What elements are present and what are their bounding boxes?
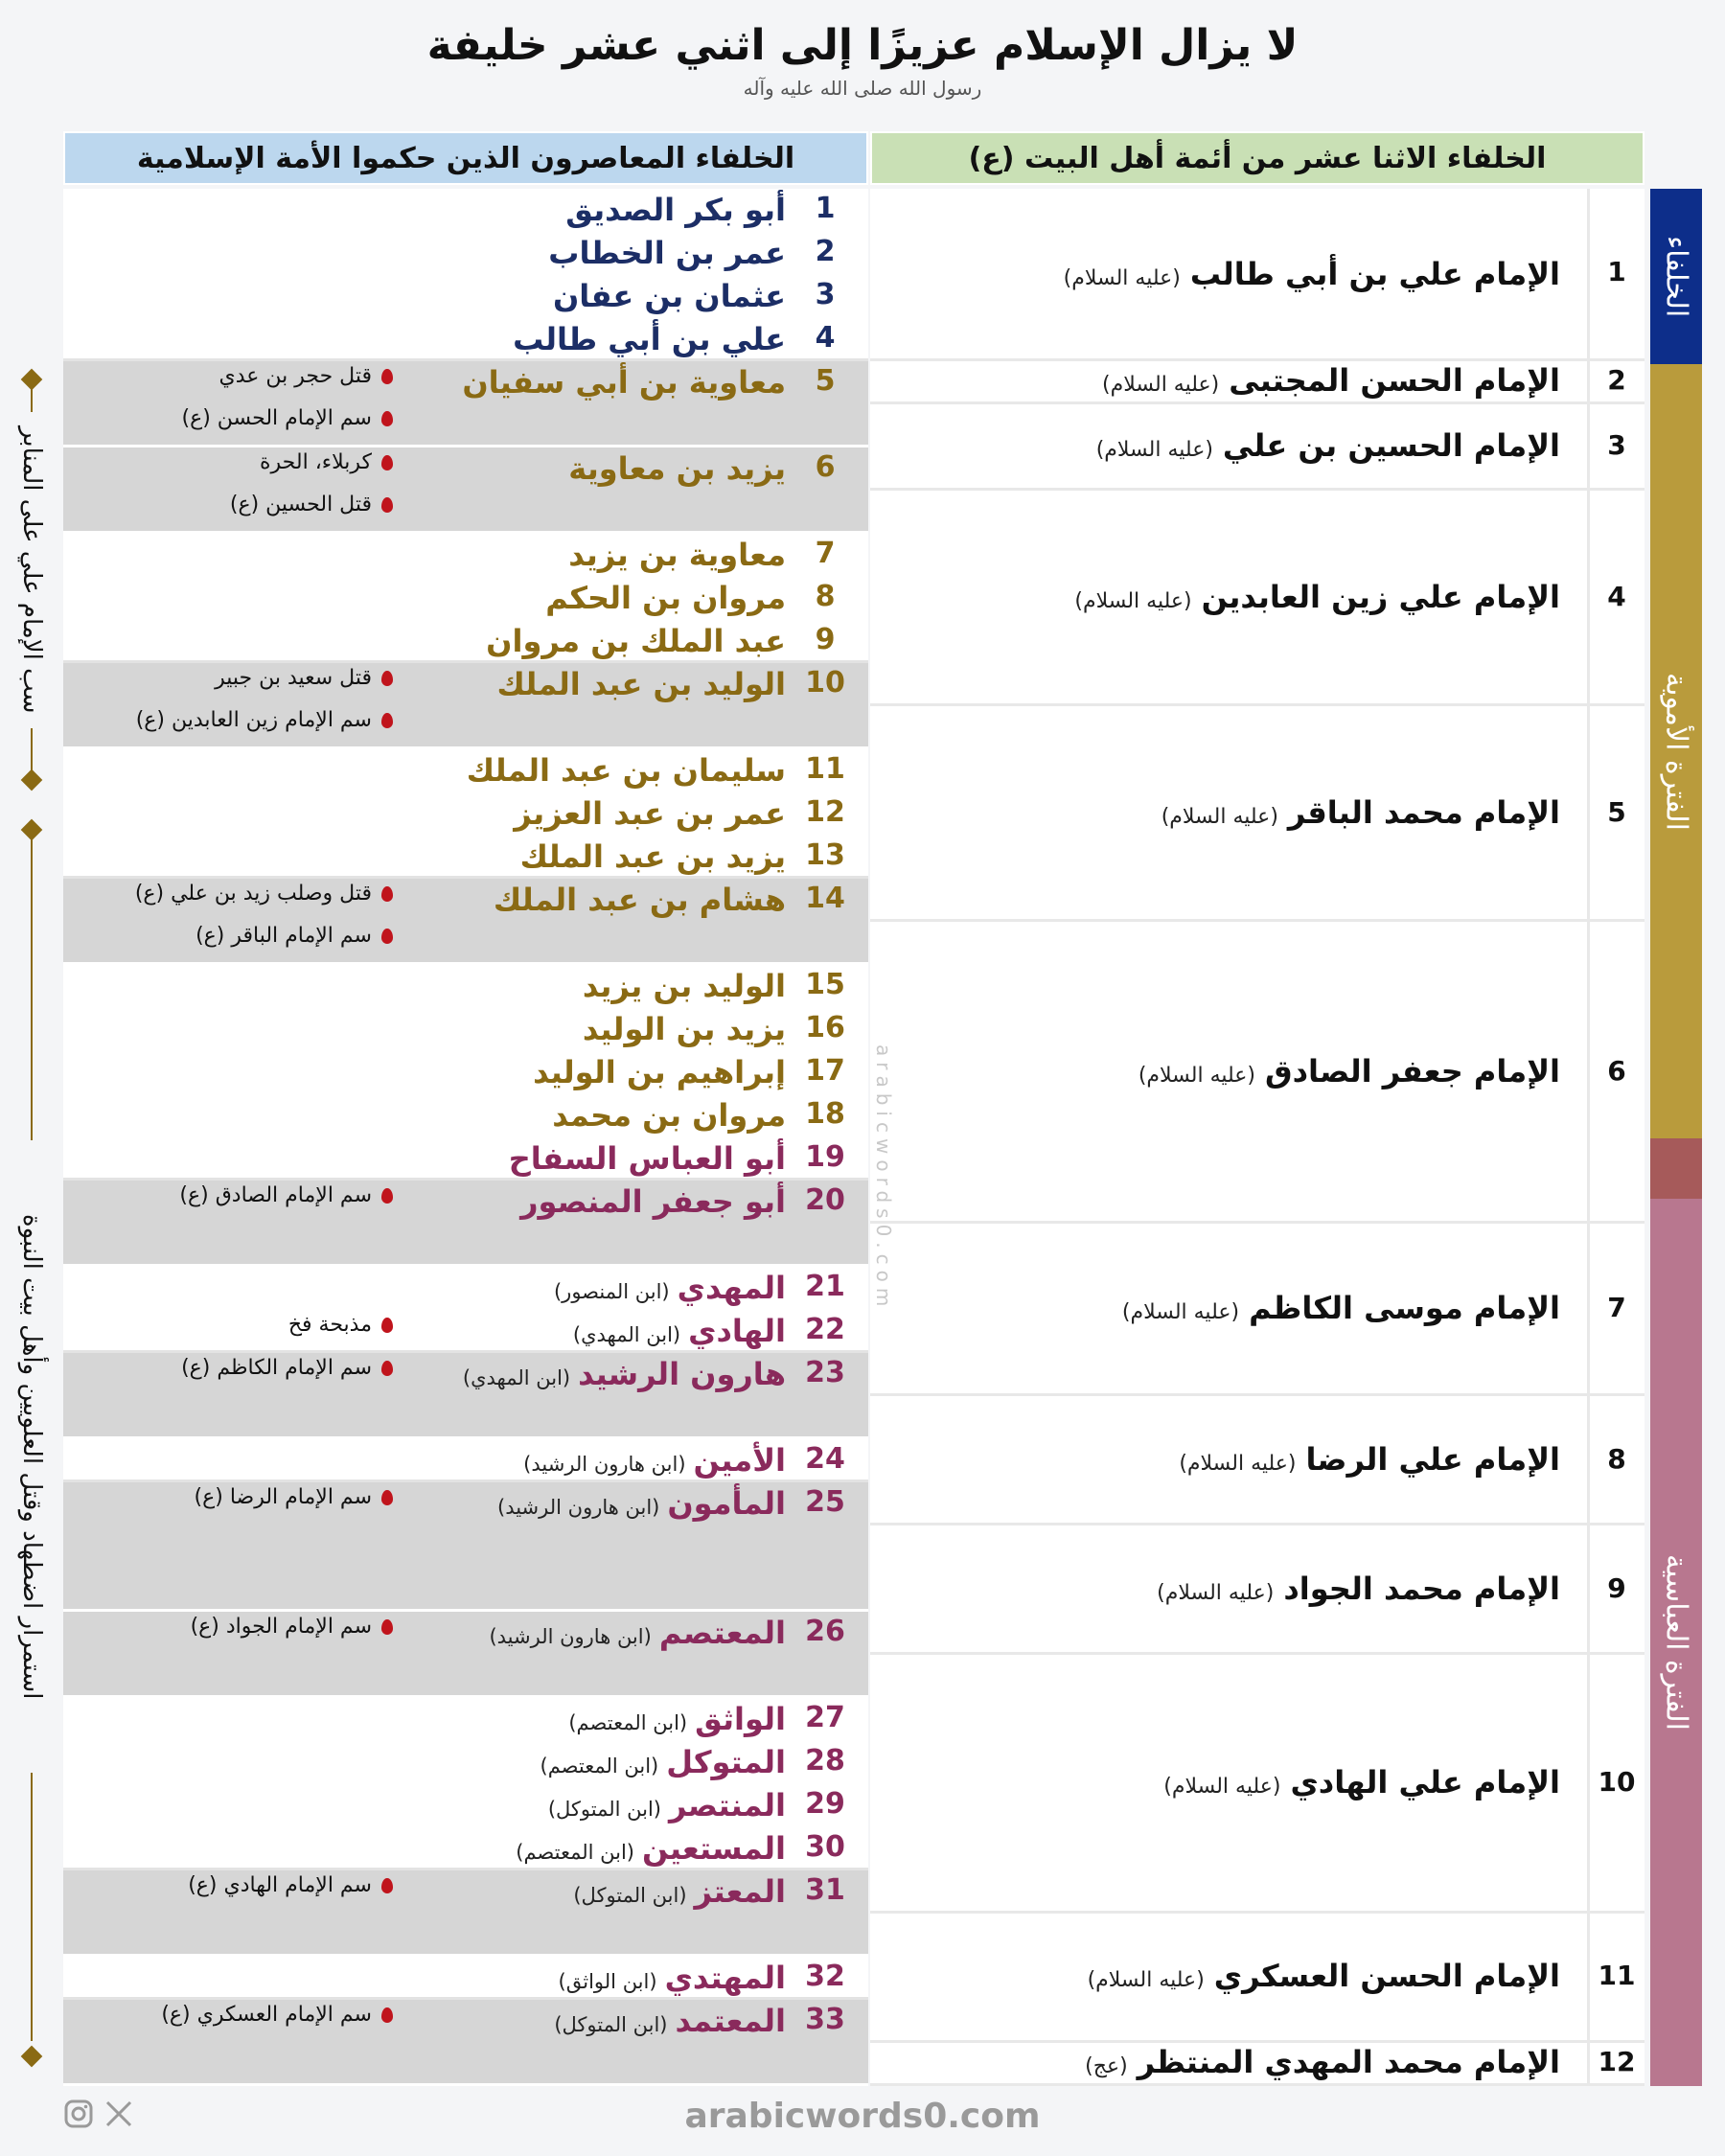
blood-drop-icon bbox=[381, 1361, 393, 1376]
imam-number-separator bbox=[1587, 189, 1590, 2086]
caliph-number: 10 bbox=[805, 666, 845, 700]
caliph-number: 24 bbox=[805, 1442, 845, 1476]
caliph-entry: المنتصر(ابن المتوكل) bbox=[547, 1787, 786, 1823]
blood-drop-icon bbox=[381, 1619, 393, 1635]
right-column-header: الخلفاء الاثنا عشر من أئمة أهل البيت (ع) bbox=[870, 131, 1644, 185]
period-label-abbasid: الفترة العباسية bbox=[1659, 1554, 1693, 1731]
imam-entry: الإمام الحسين بن علي(عليه السلام) bbox=[1095, 427, 1560, 464]
event-note: سم الإمام الكاظم (ع) bbox=[69, 1356, 393, 1390]
caliph-number: 14 bbox=[805, 882, 845, 915]
imam-number: 6 bbox=[1607, 1055, 1626, 1087]
caliph-number: 19 bbox=[805, 1140, 845, 1174]
imam-entry: الإمام علي الهادي(عليه السلام) bbox=[1163, 1764, 1560, 1800]
caliph-entry: هارون الرشيد(ابن المهدي) bbox=[462, 1356, 786, 1392]
caliph-number: 13 bbox=[805, 838, 845, 872]
caliph-entry: الوليد بن يزيد bbox=[582, 968, 786, 1004]
imam-entry: الإمام الحسن العسكري(عليه السلام) bbox=[1087, 1958, 1560, 1994]
blood-drop-icon bbox=[381, 1490, 393, 1505]
caliph-number: 27 bbox=[805, 1701, 845, 1734]
timeline-line bbox=[31, 837, 33, 1140]
event-note: قتل سعيد بن جبير bbox=[69, 666, 393, 700]
caliph-number: 7 bbox=[815, 537, 836, 570]
caliph-entry: معاوية بن أبي سفيان bbox=[462, 364, 786, 401]
caliph-entry: سليمان بن عبد الملك bbox=[466, 752, 786, 789]
event-note: سم الإمام الباقر (ع) bbox=[69, 924, 393, 958]
blood-drop-icon bbox=[381, 1878, 393, 1893]
caliph-number: 5 bbox=[815, 364, 836, 398]
caliph-number: 4 bbox=[815, 321, 836, 355]
imam-number: 2 bbox=[1607, 364, 1626, 396]
caliph-entry: معاوية بن يزيد bbox=[568, 537, 786, 573]
event-note: سم الإمام العسكري (ع) bbox=[69, 2003, 393, 2037]
caliph-entry: المستعين(ابن المعتصم) bbox=[516, 1830, 786, 1867]
caliph-entry: الهادي(ابن المهدي) bbox=[572, 1313, 786, 1349]
timeline-marker-diamond bbox=[21, 769, 43, 791]
caliph-number: 31 bbox=[805, 1873, 845, 1907]
caliph-number: 2 bbox=[815, 235, 836, 268]
blood-drop-icon bbox=[381, 455, 393, 470]
event-note: سم الإمام الهادي (ع) bbox=[69, 1873, 393, 1908]
blood-drop-icon bbox=[381, 671, 393, 686]
imam-number: 11 bbox=[1598, 1960, 1636, 1991]
imam-entry: الإمام موسى الكاظم(عليه السلام) bbox=[1121, 1290, 1560, 1326]
caliph-number: 32 bbox=[805, 1960, 845, 1993]
caliph-number: 1 bbox=[815, 192, 836, 225]
caliph-entry: إبراهيم بن الوليد bbox=[533, 1054, 786, 1090]
caliph-entry: أبو العباس السفاح bbox=[508, 1140, 786, 1177]
caliph-number: 28 bbox=[805, 1744, 845, 1778]
imam-number: 5 bbox=[1607, 796, 1626, 828]
caliph-entry: يزيد بن معاوية bbox=[568, 450, 786, 487]
imam-entry: الإمام محمد المهدي المنتظر(عج) bbox=[1085, 2044, 1560, 2080]
caliph-entry: عمر بن عبد العزيز bbox=[514, 795, 786, 832]
period-label-caliphs: الخلفاء bbox=[1659, 235, 1693, 318]
caliph-entry: المهدي(ابن المنصور) bbox=[553, 1270, 786, 1306]
period-bar-transition bbox=[1650, 1138, 1702, 1199]
caliph-entry: مروان بن الحكم bbox=[545, 580, 786, 616]
caliph-entry: يزيد بن عبد الملك bbox=[519, 838, 786, 875]
timeline-line bbox=[31, 387, 33, 412]
caliph-number: 18 bbox=[805, 1097, 845, 1131]
site-url[interactable]: arabicwords0.com bbox=[684, 2097, 1041, 2136]
imam-entry: الإمام علي بن أبي طالب(عليه السلام) bbox=[1063, 256, 1560, 292]
event-note: سم الإمام الصادق (ع) bbox=[69, 1183, 393, 1218]
imam-entry: الإمام علي زين العابدين(عليه السلام) bbox=[1074, 579, 1560, 615]
period-bar-umayyad bbox=[1650, 364, 1702, 1138]
caliph-number: 25 bbox=[805, 1485, 845, 1519]
imam-number: 4 bbox=[1607, 581, 1626, 612]
imam-entry: الإمام محمد الباقر(عليه السلام) bbox=[1161, 794, 1560, 831]
caliph-entry: المتوكل(ابن المعتصم) bbox=[540, 1744, 786, 1780]
caliph-number: 29 bbox=[805, 1787, 845, 1821]
caliph-entry: أبو بكر الصديق bbox=[565, 192, 786, 228]
page-title: لا يزال الإسلام عزيزًا إلى اثني عشر خليفة bbox=[426, 21, 1299, 70]
caliph-number: 6 bbox=[815, 450, 836, 484]
left-column-header: الخلفاء المعاصرون الذين حكموا الأمة الإسلامية bbox=[63, 131, 868, 185]
blood-drop-icon bbox=[381, 2007, 393, 2023]
blood-drop-icon bbox=[381, 713, 393, 728]
blood-drop-icon bbox=[381, 497, 393, 513]
caliph-entry: الوليد بن عبد الملك bbox=[496, 666, 786, 702]
caliph-number: 30 bbox=[805, 1830, 845, 1864]
caliph-number: 11 bbox=[805, 752, 845, 786]
event-note: سم الإمام زين العابدين (ع) bbox=[69, 708, 393, 743]
event-note: سم الإمام الرضا (ع) bbox=[69, 1485, 393, 1520]
caliph-entry: المعتمد(ابن المتوكل) bbox=[554, 2003, 786, 2039]
period-bar-caliphs bbox=[1650, 189, 1702, 364]
caliph-number: 3 bbox=[815, 278, 836, 311]
caliph-entry: المعتصم(ابن هارون الرشيد) bbox=[489, 1615, 786, 1651]
event-note: قتل حجر بن عدي bbox=[69, 364, 393, 399]
caliph-entry: يزيد بن الوليد bbox=[582, 1011, 786, 1047]
timeline-line bbox=[31, 1773, 33, 2041]
caliph-entry: عبد الملك بن مروان bbox=[486, 623, 786, 659]
caliph-entry: المعتز(ابن المتوكل) bbox=[573, 1873, 786, 1910]
period-bar-abbasid bbox=[1650, 1199, 1702, 2086]
blood-drop-icon bbox=[381, 369, 393, 384]
caliph-number: 15 bbox=[805, 968, 845, 1001]
timeline-label-top: سب الإمام علي على المنابر bbox=[17, 426, 46, 714]
imam-number: 3 bbox=[1607, 429, 1626, 461]
imam-number: 9 bbox=[1607, 1572, 1626, 1604]
caliph-number: 23 bbox=[805, 1356, 845, 1389]
caliph-entry: الواثق(ابن المعتصم) bbox=[568, 1701, 786, 1737]
imam-number: 1 bbox=[1607, 256, 1626, 287]
imam-number: 8 bbox=[1607, 1443, 1626, 1475]
imam-number: 7 bbox=[1607, 1292, 1626, 1323]
imam-number: 12 bbox=[1598, 2046, 1636, 2077]
caliph-number: 8 bbox=[815, 580, 836, 613]
imam-entry: الإمام محمد الجواد(عليه السلام) bbox=[1157, 1571, 1560, 1607]
blood-drop-icon bbox=[381, 929, 393, 944]
timeline-label-bottom: استمرار اضطهاد وقتل العلويين وأهل بيت النبوة bbox=[17, 1213, 46, 1700]
caliph-number: 16 bbox=[805, 1011, 845, 1044]
event-note: قتل وصلب زيد بن علي (ع) bbox=[69, 882, 393, 916]
caliph-number: 22 bbox=[805, 1313, 845, 1346]
blood-drop-icon bbox=[381, 886, 393, 902]
caliph-number: 9 bbox=[815, 623, 836, 656]
caliph-entry: أبو جعفر المنصور bbox=[520, 1183, 786, 1220]
caliph-entry: عمر بن الخطاب bbox=[548, 235, 786, 271]
timeline-marker-diamond bbox=[21, 2046, 43, 2068]
caliph-number: 17 bbox=[805, 1054, 845, 1088]
caliph-number: 20 bbox=[805, 1183, 845, 1217]
imam-entry: الإمام الحسن المجتبى(عليه السلام) bbox=[1102, 362, 1560, 399]
caliph-entry: المهتدي(ابن الواثق) bbox=[558, 1960, 786, 1996]
period-label-umayyad: الفترة الأموية bbox=[1659, 672, 1693, 831]
event-note: قتل الحسين (ع) bbox=[69, 493, 393, 527]
caliph-number: 33 bbox=[805, 2003, 845, 2036]
imam-entry: الإمام جعفر الصادق(عليه السلام) bbox=[1138, 1053, 1560, 1089]
event-note: سم الإمام الجواد (ع) bbox=[69, 1615, 393, 1649]
event-note: مذبحة فخ bbox=[69, 1313, 393, 1347]
caliph-number: 12 bbox=[805, 795, 845, 829]
caliph-number: 21 bbox=[805, 1270, 845, 1303]
caliph-entry: علي بن أبي طالب bbox=[513, 321, 786, 357]
caliph-entry: هشام بن عبد الملك bbox=[493, 882, 786, 918]
event-note: كربلاء، الحرة bbox=[69, 450, 393, 485]
watermark: arabicwords0.com bbox=[872, 1044, 895, 1313]
blood-drop-icon bbox=[381, 411, 393, 426]
event-note: سم الإمام الحسن (ع) bbox=[69, 406, 393, 441]
caliph-entry: عثمان بن عفان bbox=[552, 278, 786, 314]
imam-entry: الإمام علي الرضا(عليه السلام) bbox=[1179, 1441, 1560, 1478]
caliph-entry: الأمين(ابن هارون الرشيد) bbox=[523, 1442, 786, 1479]
caliph-entry: المأمون(ابن هارون الرشيد) bbox=[497, 1485, 786, 1522]
imam-number: 10 bbox=[1598, 1766, 1636, 1798]
caliph-number: 26 bbox=[805, 1615, 845, 1648]
timeline-line bbox=[31, 728, 33, 772]
blood-drop-icon bbox=[381, 1188, 393, 1204]
caliph-entry: مروان بن محمد bbox=[552, 1097, 786, 1134]
blood-drop-icon bbox=[381, 1318, 393, 1333]
page-subtitle: رسول الله صلى الله عليه وآله bbox=[743, 77, 982, 100]
